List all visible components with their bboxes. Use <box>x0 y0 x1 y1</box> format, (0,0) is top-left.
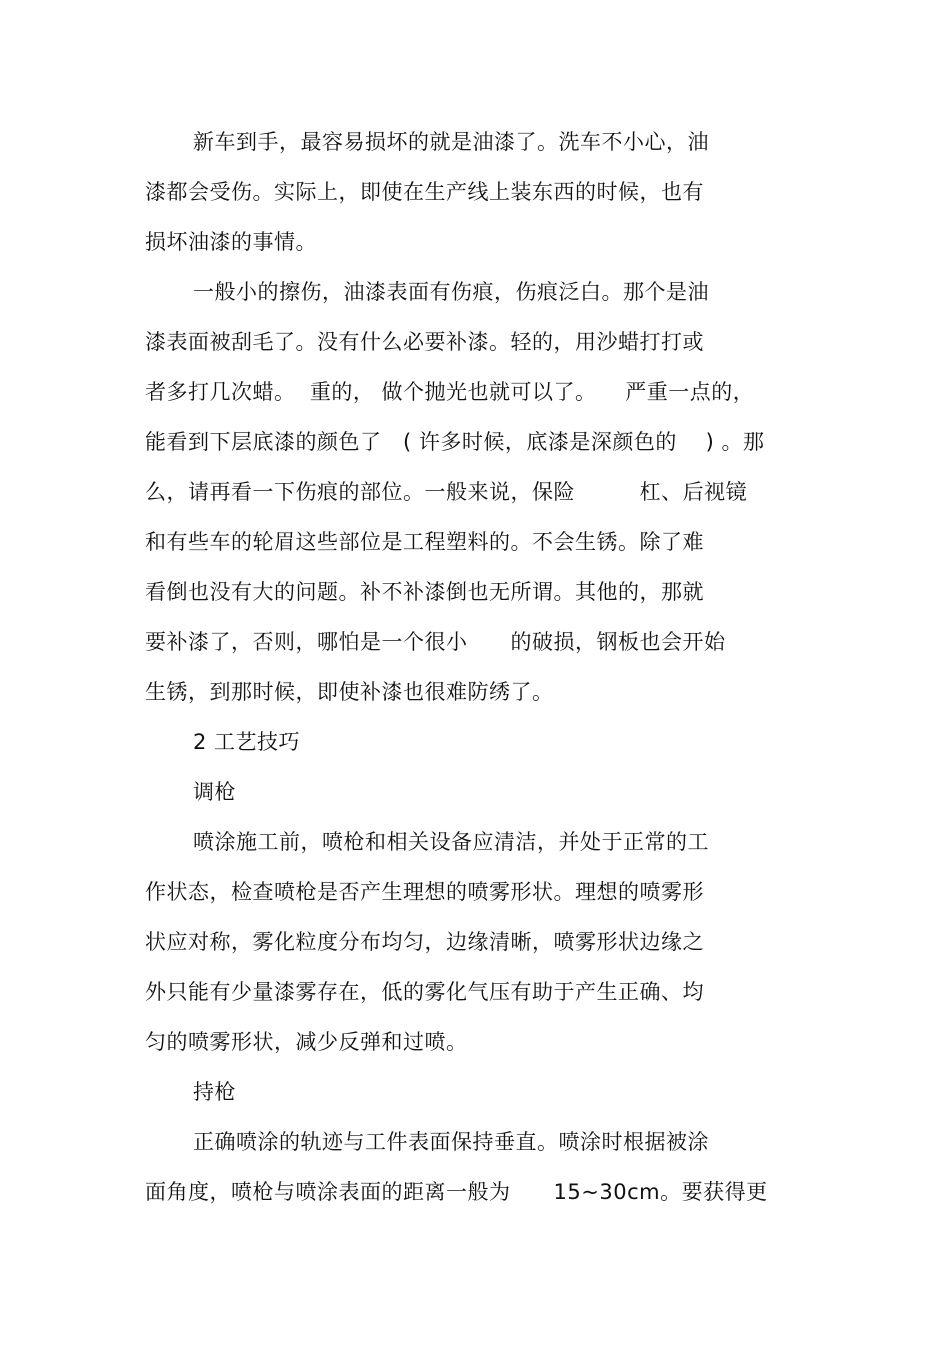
paragraph-line: 能看到下层底漆的颜色了 ( 许多时候，底漆是深颜色的 ) 。那 <box>145 430 765 454</box>
paragraph-line: 外只能有少量漆雾存在，低的雾化气压有助于产生正确、均 <box>145 980 704 1004</box>
paragraph-line: 者多打几次蜡。 重的， 做个抛光也就可以了。 严重一点的， <box>145 380 755 404</box>
paragraph-line: 面角度，喷枪与喷涂表面的距离一般为 15~30cm。要获得更 <box>145 1180 768 1204</box>
paragraph-line: 么，请再看一下伤痕的部位。一般来说，保险 杠、后视镜 <box>145 480 748 504</box>
subsection-heading: 调枪 <box>193 780 236 804</box>
paragraph-line: 看倒也没有大的问题。补不补漆倒也无所谓。其他的，那就 <box>145 580 704 604</box>
paragraph-line: 和有些车的轮眉这些部位是工程塑料的。不会生锈。除了难 <box>145 530 704 554</box>
section-heading: 2 工艺技巧 <box>193 730 301 754</box>
paragraph-line: 漆表面被刮毛了。没有什么必要补漆。轻的，用沙蜡打打或 <box>145 330 704 354</box>
paragraph-line: 生锈，到那时候，即使补漆也很难防绣了。 <box>145 680 554 704</box>
paragraph-line: 要补漆了，否则，哪怕是一个很小 的破损，钢板也会开始 <box>145 630 726 654</box>
paragraph-line: 一般小的擦伤，油漆表面有伤痕，伤痕泛白。那个是油 <box>193 280 709 304</box>
paragraph-line: 状应对称，雾化粒度分布均匀，边缘清晰，喷雾形状边缘之 <box>145 930 704 954</box>
paragraph-line: 正确喷涂的轨迹与工件表面保持垂直。喷涂时根据被涂 <box>193 1130 709 1154</box>
paragraph-line: 漆都会受伤。实际上，即使在生产线上装东西的时候，也有 <box>145 180 704 204</box>
paragraph-line: 喷涂施工前，喷枪和相关设备应清洁，并处于正常的工 <box>193 830 709 854</box>
paragraph-line: 损坏油漆的事情。 <box>145 230 317 254</box>
subsection-heading: 持枪 <box>193 1080 236 1104</box>
paragraph-line: 匀的喷雾形状，减少反弹和过喷。 <box>145 1030 468 1054</box>
paragraph-line: 新车到手，最容易损坏的就是油漆了。洗车不小心，油 <box>193 130 709 154</box>
paragraph-line: 作状态，检查喷枪是否产生理想的喷雾形状。理想的喷雾形 <box>145 880 704 904</box>
